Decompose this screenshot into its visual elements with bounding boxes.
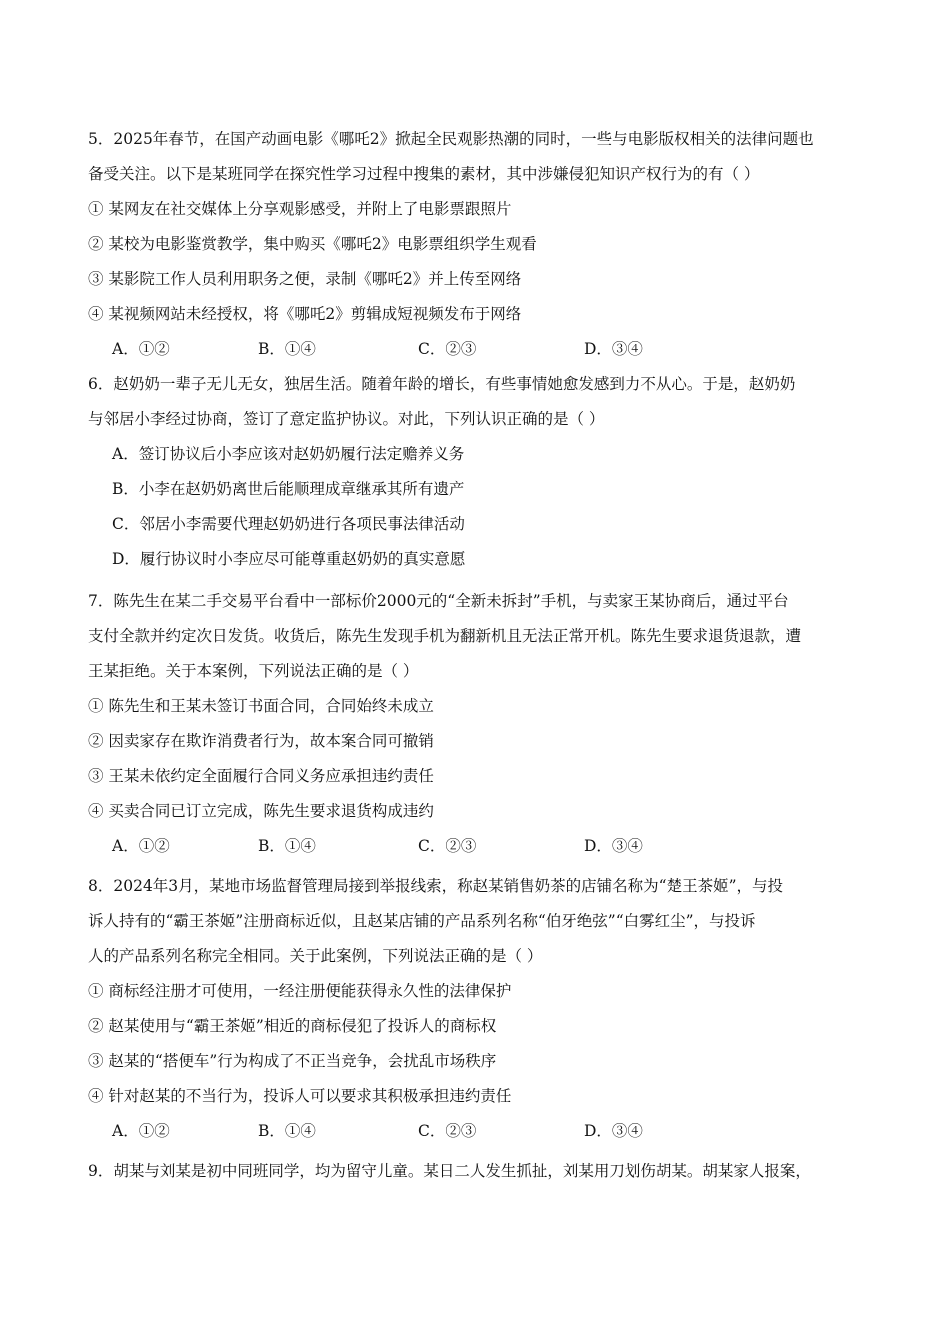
choice-c: C．邻居小李需要代理赵奶奶进行各项民事法律活动 [112, 515, 465, 533]
statement-4: ④ 某视频网站未经授权，将《哪吒2》剪辑成短视频发布于网络 [88, 305, 522, 323]
choice-d: D．履行协议时小李应尽可能尊重赵奶奶的真实意愿 [112, 550, 466, 568]
question-6 [88, 367, 868, 577]
statement-1: ① 陈先生和王某未签订书面合同，合同始终未成立 [88, 697, 434, 715]
option-b: B．①④ [258, 340, 316, 358]
option-c: C．②③ [418, 837, 477, 855]
choice-b: B．小李在赵奶奶离世后能顺理成章继承其所有遗产 [112, 480, 465, 498]
question-8 [88, 869, 868, 1149]
statement-4: ④ 针对赵某的不当行为，投诉人可以要求其积极承担违约责任 [88, 1087, 512, 1105]
question-7 [88, 584, 868, 864]
statement-2: ② 某校为电影鉴赏教学，集中购买《哪吒2》电影票组织学生观看 [88, 235, 537, 253]
option-d: D．③④ [584, 1122, 643, 1140]
question-stem-line: 与邻居小李经过协商，签订了意定监护协议。对此，下列认识正确的是（ ） [88, 410, 605, 428]
question-stem-line: 支付全款并约定次日发货。收货后，陈先生发现手机为翻新机且无法正常开机。陈先生要求退货退款，遭 [88, 627, 802, 645]
statement-2: ② 因卖家存在欺诈消费者行为，故本案合同可撤销 [88, 732, 434, 750]
question-stem-line: 诉人持有的“霸王茶姬”注册商标近似，且赵某店铺的产品系列名称“伯牙绝弦”“白雾红尘”，与投诉 [88, 912, 756, 930]
statement-4: ④ 买卖合同已订立完成，陈先生要求退货构成违约 [88, 802, 434, 820]
option-a: A．①② [112, 1122, 170, 1140]
question-stem-line: 备受关注。以下是某班同学在探究性学习过程中搜集的素材，其中涉嫌侵犯知识产权行为的有（ ） [88, 165, 760, 183]
statement-2: ② 赵某使用与“霸王茶姬”相近的商标侵犯了投诉人的商标权 [88, 1017, 497, 1035]
option-a: A．①② [112, 340, 170, 358]
statement-3: ③ 王某未依约定全面履行合同义务应承担违约责任 [88, 767, 434, 785]
statement-1: ① 某网友在社交媒体上分享观影感受，并附上了电影票跟照片 [88, 200, 512, 218]
question-stem-line: 6．赵奶奶一辈子无儿无女，独居生活。随着年龄的增长，有些事情她愈发感到力不从心。于是，赵奶奶 [88, 375, 796, 393]
option-b: B．①④ [258, 837, 316, 855]
question-stem-line: 人的产品系列名称完全相同。关于此案例，下列说法正确的是（ ） [88, 947, 543, 965]
question-stem-line: 王某拒绝。关于本案例，下列说法正确的是（ ） [88, 662, 419, 680]
option-a: A．①② [112, 837, 170, 855]
option-d: D．③④ [584, 340, 643, 358]
statement-1: ① 商标经注册才可使用，一经注册便能获得永久性的法律保护 [88, 982, 512, 1000]
choice-a: A．签订协议后小李应该对赵奶奶履行法定赡养义务 [112, 445, 465, 463]
question-stem-line: 7．陈先生在某二手交易平台看中一部标价2000元的“全新未拆封”手机，与卖家王某协商后，通过平台 [88, 592, 789, 610]
option-b: B．①④ [258, 1122, 316, 1140]
question-stem-line: 8．2024年3月，某地市场监督管理局接到举报线索，称赵某销售奶茶的店铺名称为“楚王茶姬”，与投 [88, 877, 784, 895]
option-c: C．②③ [418, 340, 477, 358]
statement-3: ③ 赵某的“搭便车”行为构成了不正当竞争，会扰乱市场秩序 [88, 1052, 497, 1070]
question-stem-line: 9．胡某与刘某是初中同班同学，均为留守儿童。某日二人发生抓扯，刘某用刀划伤胡某。胡某家人报案， [88, 1162, 811, 1180]
question-5 [88, 122, 868, 367]
answer-options [88, 332, 868, 367]
statement-3: ③ 某影院工作人员利用职务之便，录制《哪吒2》并上传至网络 [88, 270, 522, 288]
question-9 [88, 1154, 868, 1189]
option-c: C．②③ [418, 1122, 477, 1140]
answer-options [88, 829, 868, 864]
question-stem-line: 5．2025年春节，在国产动画电影《哪吒2》掀起全民观影热潮的同时，一些与电影版权相关的法律问题也 [88, 130, 814, 148]
answer-options [88, 1114, 868, 1149]
option-d: D．③④ [584, 837, 643, 855]
